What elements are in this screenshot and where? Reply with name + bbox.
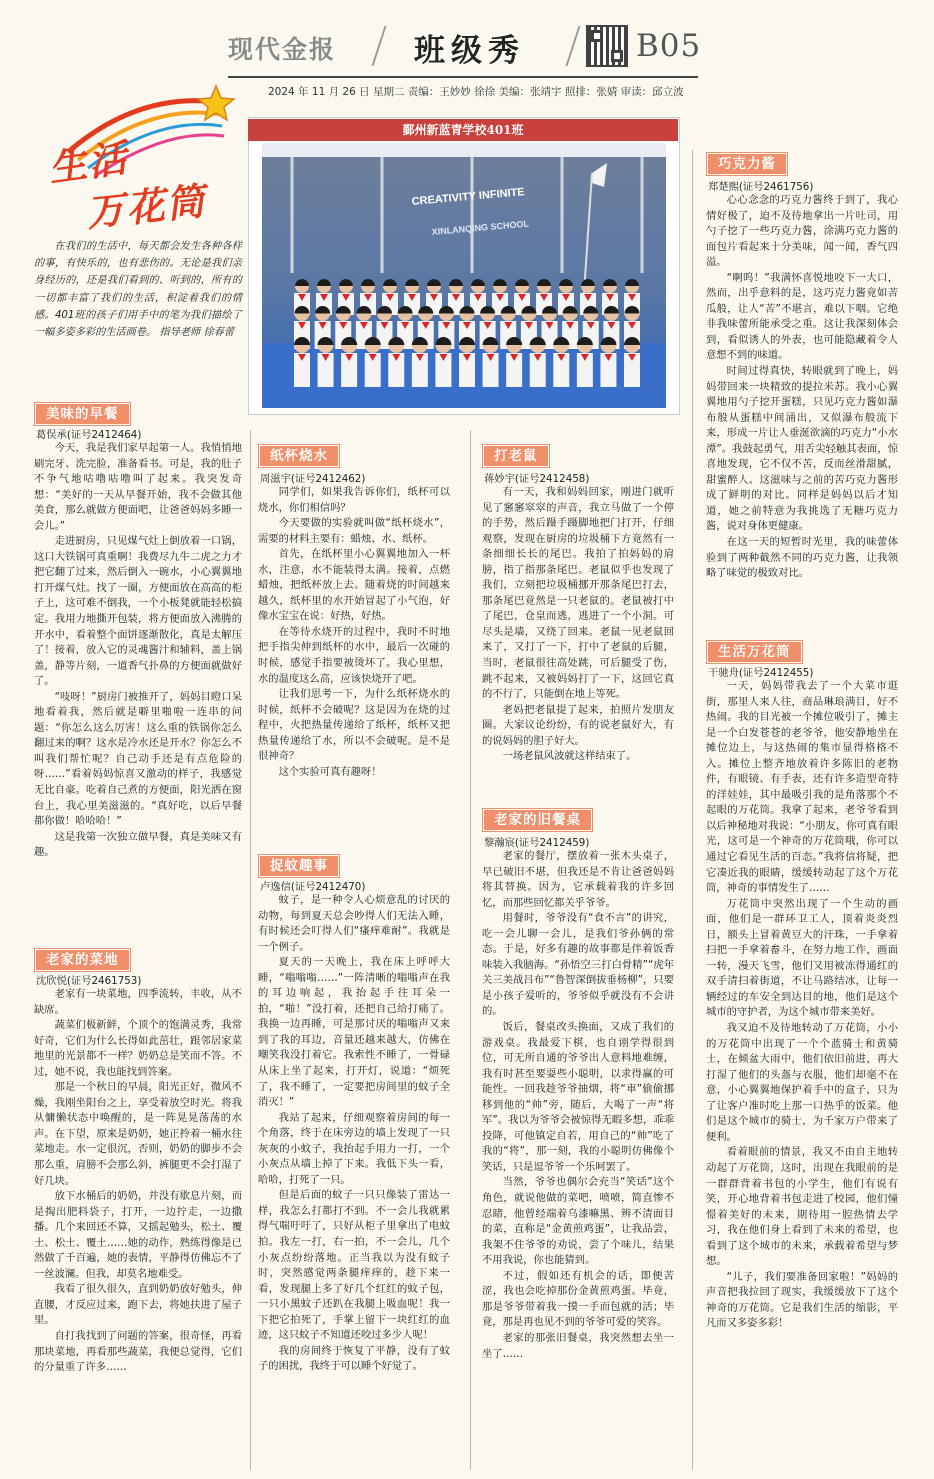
article-paragraph: 一天，妈妈带我去了一个大菜市逛街，那里人来人往，商品琳琅满目，好不热闹。我的目光被一个摊位吸引了，摊主是一个白发苍苍的老爷爷，他安静地坐在摊位边上，与这热闹的集市显得格格不入。摊位上整齐地放着许多陈旧的老物件，有眼镜、有手表，还有许多造型奇特的洋娃娃，其中最吸引我的是角落那个不起眼的万花筒。我拿了起来，老爷爷看到以后神秘地对我说：“小朋友，你可真有眼光，这可是一个神奇的万花筒哦，你可以通过它看见生活的百态。”我将信将疑，把它凑近我的眼睛，缓缓转动起了这个万花筒，神奇的事情发生了…… (706, 680, 898, 895)
article-paragraph: 夏天的一天晚上，我在床上呼呼大睡，“嗡嗡嗡……”一阵清晰的嗡嗡声在我的耳边响起，我抬起手往耳朵一拍，“啪！”没打着，还把自己给打痛了。我换一边再睡，可是那讨厌的嗡嗡声又来到了我的耳边，音量还越来越大，仿佛在嘲笑我没打着它。我索性不睡了，一骨碌从床上坐了起来，打开灯，说道：“烦死了，我不睡了，一定要把房间里的蚊子全消灭！” (258, 956, 450, 1109)
article-title-box (482, 444, 550, 468)
masthead-divider (372, 26, 387, 66)
article-title: 美味的早餐 (36, 404, 129, 424)
article-paragraph: 有一天，我和妈妈回家，刚进门就听见了窸窸窣窣的声音，我立马做了一个停的手势，然后蹑手蹑脚地把门打开，仔细观察，发现在厨房的垃圾桶下方竟然有一条细细长长的尾巴。我拍了拍妈妈的肩膀，指了指那条尾巴。老鼠似乎也发现了我们，立刻把垃圾桶挪开那条尾巴打去，那条尾巴竟然是一只老鼠的。老鼠被打中了尾巴，仓皇而逃，逃进了一个小洞。可尽头是墙，又绕了回来。老鼠一见老鼠回来了，又打了一下，打中了老鼠的后腿，当时，老鼠很往高处跳，可后腿受了伤，跳不起来，又被妈妈打了一下，这回它真的不行了，只能倒在地上等死。 (482, 486, 674, 701)
article-title: 生活万花筒 (708, 642, 801, 662)
article-paragraph: 今天要做的实验就叫做“纸杯烧水”，需要的材料主要有：蜡烛、水、纸杯。 (258, 517, 450, 545)
logo-text-line1: 生活 (45, 134, 132, 191)
article-paragraph: 同学们，如果我告诉你们，纸杯可以烧水，你们相信吗？ (258, 486, 450, 514)
class-photo[interactable] (262, 143, 666, 408)
article-paragraph: 当然，爷爷也偶尔会充当“笑话”这个角色，就说他做的菜吧，喷喷，简直惨不忍睹，他曾经端着乌漆嘛黑、辨不清面目的菜，直称是“金黄煎鸡蛋”，让我品尝，我架不住爷爷的劝说，尝了个味儿，结果不用我说，你也能猜到。 (482, 1176, 674, 1267)
article-body (34, 987, 242, 1459)
article-paragraph: 我站了起来，仔细观察着房间的每一个角落，终于在床旁边的墙上发现了一只灰灰的小蚊子，我抬起手用力一打，一个小灰点从墙上掉了下来。我低下头一看，哈哈，打死了一只。 (258, 1111, 450, 1186)
article-title: 打老鼠 (484, 446, 548, 466)
article-paragraph: 老家的那张旧餐桌，我突然想去坐一坐了…… (482, 1331, 674, 1360)
article-paragraph: 老妈把老鼠提了起来，拍照片发朋友圈。大家议论纷纷，有的说老鼠好大，有的说妈妈的胆子好大。 (482, 703, 674, 747)
article-body (706, 679, 898, 1461)
article-title: 捉蚊趣事 (260, 856, 338, 876)
masthead-divider (566, 26, 581, 66)
article-paragraph: 蔬菜们极新鲜，个顶个的饱满灵秀，我常好奇，它们为什么长得如此茁壮，跟邻居家菜地里的光景都不一样？奶奶总是笑而不答。不过，她不说，我也能找到答案。 (34, 1019, 242, 1078)
article-byline: 郑楚熙(证号2461756) (708, 181, 814, 193)
article-paragraph: 时间过得真快，转眼就到了晚上，妈妈带回来一块精致的提拉米苏。我小心翼翼地用勺子挖开蛋糕，只见巧克力酱如瀑布般从蛋糕中间涌出，又似瀑布般流下来，形成一片让人垂涎欲滴的巧克力“小水潭”。我鼓起勇气，用舌尖轻触其表面，惊喜地发现，它不仅不苦，反而丝滑甜腻，甜蜜醉人。这滋味与之前的苦巧克力酱形成了鲜明的对比。同样是妈妈以后才知道，她之前特意为我挑选了无糖巧克力酱，说对身体更健康。 (706, 365, 898, 533)
article-paragraph: 老家的餐厅，摆放着一张木头桌子，早已破旧不堪，但我还是不肯让爸爸妈妈将其替换。因为，它承载着我的许多回忆，而那些回忆都关乎爷爷。 (482, 850, 674, 909)
article-paragraph: 自打我找到了问题的答案，很奇怪，再看那块菜地，再看那些蔬菜，我便总觉得，它们的分量重了许多…… (34, 1330, 242, 1374)
article-paragraph: 这是我第一次独立做早餐，真是美味又有趣。 (34, 830, 242, 859)
article-paragraph: “儿子，我们要准备回家啦！”妈妈的声音把我拉回了现实，我缓缓放下了这个神奇的万花筒。它是我们生活的缩影，平凡而又多姿多彩！ (706, 1270, 898, 1330)
article-body (258, 485, 450, 843)
article-title: 老家的旧餐桌 (484, 810, 591, 830)
article-title-box (706, 152, 788, 176)
article-byline: 干驰舟(证号2412455) (708, 667, 814, 679)
article-body (706, 193, 898, 631)
column-rule (250, 430, 251, 1470)
article-body (34, 441, 242, 909)
article-paragraph: 让我们思考一下，为什么纸杯烧水的时候，纸杯不会破呢？这是因为在烧的过程中，火把热量传递给了纸杯，纸杯又把热量传递给了水，所以不会破呢。是不是很神奇？ (258, 688, 450, 763)
article-paragraph: 老家有一块菜地，四季流转，丰收，从不缺席。 (34, 988, 242, 1016)
article-paragraph: 但是后面的蚊子一只只像装了雷达一样，我怎么打都打不到。不一会儿我就累得气喘吁吁了，只好从柜子里拿出了电蚊拍。我左一打，右一拍，不一会儿，几个小灰点纷纷落地。正当我以为没有蚊子时，突然感觉两条腿痒痒的，趁下来一看，发现腿上多了好几个红红的蚊子包，一只小黑蚊子还趴在我腿上吸血呢！我一下把它拍死了，手掌上留下一块红红的血迹，这只蚊子不知道还咬过多少人呢！ (258, 1189, 450, 1342)
article-title: 老家的菜地 (36, 950, 129, 970)
newspaper-name: 现代金报 (228, 35, 337, 64)
article-byline: 葛俣承(证号2412464) (36, 429, 142, 441)
photo-banner-text: CREATIVITY INFINITE (411, 186, 526, 208)
masthead-rule (228, 76, 698, 78)
page-number: B05 (636, 28, 702, 64)
photo-school-text: XINLANQING SCHOOL (431, 218, 530, 237)
column-rule (470, 430, 471, 1470)
article-paragraph: 不过，假如还有机会的话，即便苦涩，我也会吃掉那份金黄煎鸡蛋。毕竟，那是爷爷带着我一摸一手而包就的活；毕竟，那是再也见不到的爷爷可爱的笑容。 (482, 1269, 674, 1329)
article-body (258, 893, 450, 1463)
article-byline: 卢逸信(证号2412470) (260, 881, 366, 893)
column-intro: 在我们的生活中，每天都会发生各种各样的事，有快乐的，也有悲伤的。无论是我们亲身经历的，还是我们看到的、听到的，所有的一切都丰富了我们的生活，积淀着我们的情感。401班的孩子们用手中的笔为我们描绘了一幅多姿多彩的生活画卷。 指导老师 徐春蕾 (34, 241, 242, 339)
article-paragraph: 我看了很久很久，直到奶奶放好勉头，伸直腰，才反应过来，跑下去，将她扶进了屋子里。 (34, 1283, 242, 1327)
article-body (482, 849, 674, 1461)
article-paragraph: 放下水桶后的奶奶，并没有歇息片刻，而是掏出肥料袋子，打开，一边拧走，一边撒播。几个来回还不算，又摇起勉头，松土、覆土、松土、覆土……她的动作，熟练得像是已然做了千百遍，她的表情，平静得仿佛忘不了一丝波澜。但我，却莫名地难受。 (34, 1190, 242, 1280)
logo-text-line2: 万花筒 (84, 177, 209, 236)
article-byline: 周滋宇(证号2412462) (260, 473, 366, 485)
article-title-box (706, 640, 803, 664)
article-title-box (482, 808, 593, 832)
article-paragraph: 一场老鼠风波就这样结束了。 (502, 750, 637, 763)
article-paragraph: 走进厨房，只见煤气灶上倒放着一口锅，这口大铁锅可真重啊！我费尽九牛二虎之力才把它翻了过来，然后倒入一碗水，小心翼翼地打开煤气灶。找了一圈，方便面放在高高的柜子上，这可难不倒我，一个小板凳就能轻松搞定。我用力地撕开包装，将方便面放入沸腾的开水中，看着整个面饼逐渐散化，真是太解压了！接着，放入它的灵魂酱汁和辅料，盖上锅盖，静等片刻，一道香气扑鼻的方便面就做好了。 (34, 535, 242, 688)
article-paragraph: 饭后，餐桌改头换面，又成了我们的游戏桌。我最爱下棋，也自诩学得很到位，可无所自通的爷爷出人意料地难缠，我有时甚至要耍些小聪明，以求得赢的可能性。一回我趁爷爷抽烟，将“車”偷偷挪移到他的“帅”旁，随后，大喝了一声“将军”。我以为爷爷会被惊得无暇多想，乖乖投降，可他镇定自若，用自己的“帅”吃了我的“将”，那一刻，我的小聪明仿佛像个笑话，只是逗爷爷一个乐呵罢了。 (482, 1021, 674, 1173)
article-paragraph: 首先，在纸杯里小心翼翼地加入一杯水，注意，水不能装得太满。接着，点燃蜡烛，把纸杯放上去。随着烧的时间越来越久，纸杯里的水开始冒起了小气泡，好像水宝宝在说：好热，好热。 (258, 548, 450, 623)
article-paragraph: 这个实验可真有趣呀！ (278, 765, 382, 778)
article-paragraph: 在等待水烧开的过程中，我时不时地把手指尖伸到纸杯的水中，最后一次碰的时候，感觉手指要被烫坏了。我心里想，水的温度这么高，应该快烧开了吧。 (258, 625, 450, 685)
column-rule (692, 150, 693, 1470)
article-title: 纸杯烧水 (260, 446, 338, 466)
article-paragraph: 我又迫不及待地转动了万花筒，小小的万花筒中出现了一个个蓝骑士和黄骑士，在倾盆大雨中，他们依旧前进，再大打湿了他们的头盔与衣服，他们却毫不在意，小心翼翼地保护着手中的盒子，只为了让客户准时吃上那一口热乎的饭菜。他们是这个城市的骑士，为千家万户带来了便利。 (706, 1022, 898, 1143)
article-title-box (34, 402, 131, 426)
qr-code-icon[interactable] (586, 25, 628, 67)
article-paragraph: 那是一个秋日的早晨，阳光正好，微风不燥，我刚坐阳台之上，享受着放空时光。将我从慵懒状态中唤醒的，是一阵晃晃荡荡的水声。在下望，原来是奶奶，她正拎着一桶水往菜地走。水一定很沉，否则，奶奶的脚步不会那么重，肩膀不会那么斜，裤腿更不会打湿了好几块。 (34, 1081, 242, 1187)
article-paragraph: 在这一天的短暂时光里，我的味蕾体验到了两种截然不同的巧克力酱，让我领略了味觉的极致对比。 (706, 536, 898, 580)
photo-caption: 鄞州新蓝青学校401班 (248, 119, 678, 141)
article-title-box (34, 948, 131, 972)
article-title-box (258, 854, 340, 878)
article-paragraph: 今天，我是我们家早起第一人。我悄悄地刷完牙、洗完脸，准备看书。可是，我的肚子不争气地咕噜咕噜叫了起来。我突发奇想：“美好的一天从早餐开始，我不会做其他美食，那么就做方便面吧，让爸爸妈妈多睡一会儿。” (34, 442, 242, 532)
article-byline: 沈欣悦(证号2461753) (36, 975, 142, 987)
article-body (482, 485, 674, 785)
article-title-box (258, 444, 340, 468)
section-title: 班级秀 (414, 33, 525, 69)
article-title: 巧克力酱 (708, 154, 786, 174)
article-paragraph: “啊呜！”我满怀喜悦地咬下一大口，然而，出乎意料的是，这巧克力酱竟如苦瓜般，让人“苦”不堪言，难以下咽。它绝非我味蕾所能承受之重。这让我深刻体会到，看似诱人的外表，也可能隐藏着令人意想不到的味道。 (706, 271, 898, 362)
article-paragraph: 心心念念的巧克力酱终于到了，我心情好极了，迫不及待地拿出一片吐司，用勺子挖了一些巧克力酱，涂满巧克力酱的面包片看起来十分美味，闻一闻，香气四溢。 (706, 194, 898, 269)
article-byline: 黎瀚宸(证号2412459) (484, 837, 590, 849)
article-paragraph: 万花筒中突然出现了一个生动的画面，他们是一群环卫工人，顶着炎炎烈日，额头上冒着黄豆大的汗珠，一手拿着扫把一手拿着畚斗，在努力地工作，画面一转，漫天飞雪，他们又用被冻得通红的双手清扫着街道，不让马路结冰，让每一辆经过的车安全到达目的地，他们是这个城市的守护者，为这个城市带来美好。 (706, 897, 898, 1019)
article-paragraph: 我的房间终于恢复了平静，没有了蚊子的困扰，我终于可以睡个好觉了。 (258, 1344, 450, 1373)
article-paragraph: 看着眼前的情景，我又不由自主地转动起了万花筒，这时，出现在我眼前的是一群群背着书包的小学生，他们有说有笑，开心地背着书包走进了校园，他们憧憬着美好的未来，期待用一腔热情去学习，我在他们身上看到了未来的希望，也看到了这个城市的未来，承载着希望与梦想。 (706, 1146, 898, 1268)
article-byline: 蒋妙宇(证号2412458) (484, 473, 590, 485)
article-paragraph: 蚊子，是一种令人心烦意乱的讨厌的动物，每到夏天总会吵得人们无法入睡，有时候还会叮得人们“瘙痒难耐”。我就是一个例子。 (258, 894, 450, 953)
article-paragraph: “吱呀！”厨房门被推开了，妈妈目瞪口呆地看着我，然后就是噼里啪啦一连串的问题：“你怎么这么厉害！这么重的铁锅你怎么翻过来的啊？这水是冷水还是开水？你怎么不叫我们帮忙呢？自己动手还是有点危险的呀……”看着妈妈惊喜又激动的样子，我感觉无比自豪。吃着自己煮的方便面，阳光洒在窗台上，我心里美滋滋的。“真好吃，以后早餐都你做！哈哈哈！” (34, 690, 242, 828)
date-line: 2024 年 11 月 26 日 星期二 责编：王妙妙 徐徐 美编：张靖宇 照排：张婧 审读：邱立波 (268, 86, 684, 98)
article-paragraph: 用餐时，爷爷没有“食不言”的讲究，吃一会儿聊一会儿，是我们爷孙俩的常态。于是，好多有趣的故事都是伴着饭香味装入我脑海。“孙悟空三打白骨精”“虎年关三美战吕布”“鲁智深倒拔垂杨柳”，只要是小孩子爱听的，爷爷似乎就没有不会讲的。 (482, 912, 674, 1018)
